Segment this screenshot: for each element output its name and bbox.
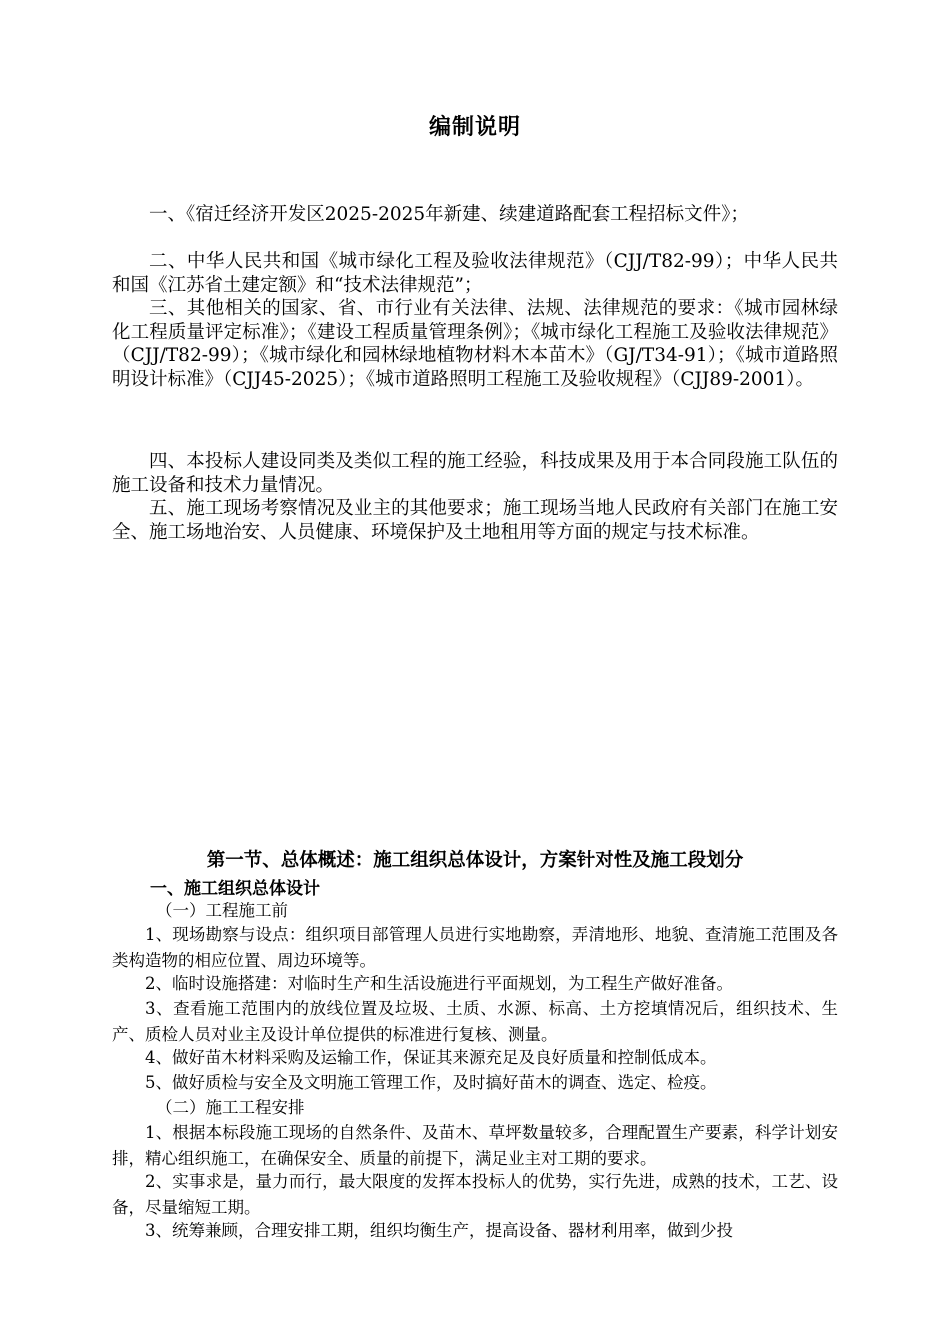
part2-item-2: 2、实事求是，量力而行，最大限度的发挥本投标人的优势，实行先进，成熟的技术，工艺、设备，尽量缩短工期。 [112, 1172, 838, 1217]
part1-item-3: 3、查看施工范围内的放线位置及垃圾、土质、水源、标高、土方挖填情况后，组织技术、生产、质检人员对业主及设计单位提供的标准进行复核、测量。 [112, 999, 838, 1044]
part2-item-3: 3、统筹兼顾，合理安排工期，组织均衡生产，提高设备、器材利用率，做到少投 [145, 1221, 733, 1240]
basis-item-5: 五、施工现场考察情况及业主的其他要求；施工现场当地人民政府有关部门在施工安全、施工场地治安、人员健康、环境保护及土地租用等方面的规定与技术标准。 [112, 498, 838, 543]
part1-item-2: 2、临时设施搭建：对临时生产和生活设施进行平面规划，为工程生产做好准备。 [145, 974, 733, 993]
section-title: 第一节、总体概述：施工组织总体设计，方案针对性及施工段划分 [206, 850, 744, 871]
basis-item-1: 一、《宿迁经济开发区2025-2025年新建、续建道路配套工程招标文件》； [149, 204, 749, 225]
part1-item-5: 5、做好质检与安全及文明施工管理工作，及时搞好苗木的调查、选定、检疫。 [145, 1073, 717, 1092]
part2-item-1: 1、根据本标段施工现场的自然条件、及苗木、草坪数量较多，合理配置生产要素，科学计划安排，精心组织施工，在确保安全、质量的前提下，满足业主对工期的要求。 [112, 1123, 838, 1168]
part1-title: （一）工程施工前 [156, 901, 288, 920]
document-title: 编制说明 [428, 115, 521, 140]
part2-title: （二）施工工程安排 [156, 1098, 305, 1117]
basis-item-3: 三、其他相关的国家、省、市行业有关法律、法规、法律规范的要求：《城市园林绿化工程质量评定标准》；《建设工程质量管理条例》；《城市绿化工程施工及验收法律规范》（CJJ/T82-99）；《城市绿化和园林绿地植物材料木本苗木》（GJ/T34-91）；《城市道路照明设计标准》（CJJ45-2025）；《城市道路照明工程施工及验收规程》（CJJ89-2001）。 [112, 298, 838, 390]
subsection-title: 一、施工组织总体设计 [150, 879, 320, 899]
basis-item-4: 四、本投标人建设同类及类似工程的施工经验，科技成果及用于本合同段施工队伍的施工设备和技术力量情况。 [112, 451, 838, 496]
basis-item-2: 二、中华人民共和国《城市绿化工程及验收法律规范》（CJJ/T82-99）；中华人民共和国《江苏省土建定额》和“技术法律规范”； [112, 251, 838, 296]
part1-item-1: 1、现场勘察与设点：组织项目部管理人员进行实地勘察，弄清地形、地貌、查清施工范围及各类构造物的相应位置、周边环境等。 [112, 925, 838, 970]
part1-item-4: 4、做好苗木材料采购及运输工作，保证其来源充足及良好质量和控制低成本。 [145, 1048, 717, 1067]
